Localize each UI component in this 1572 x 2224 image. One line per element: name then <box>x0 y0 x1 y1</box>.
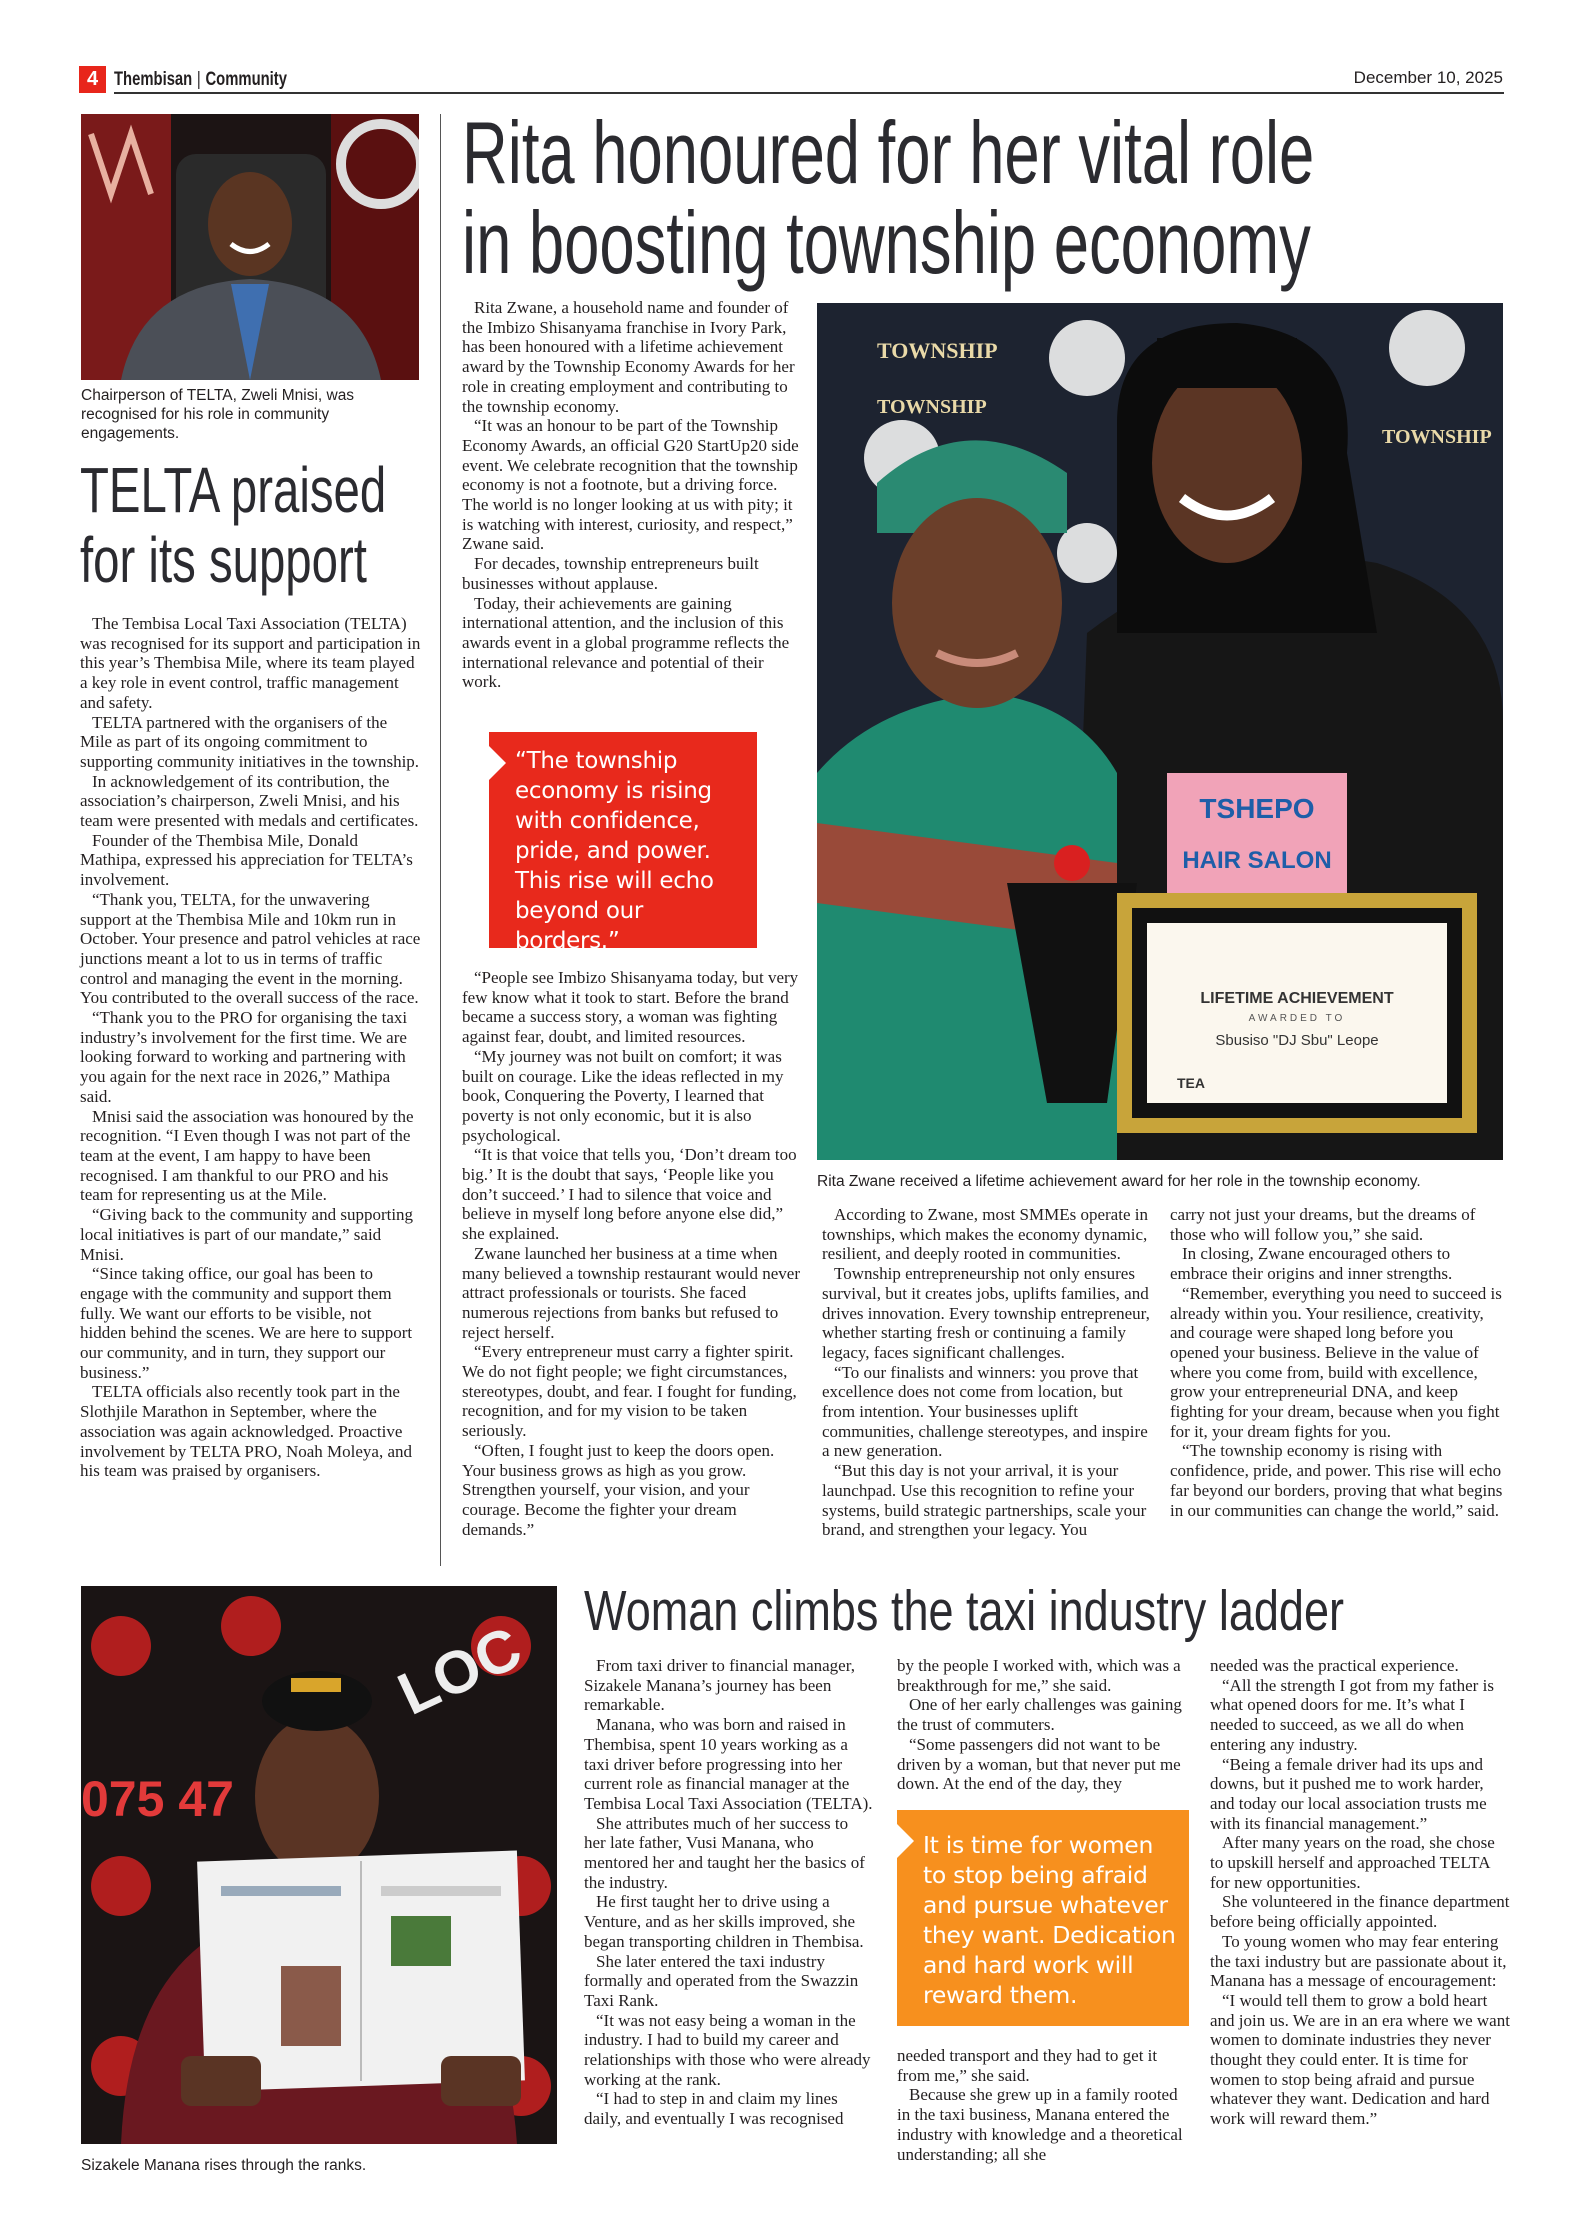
telta-headline <box>80 455 494 595</box>
pull-quote-text: “The township economy is rising with confidence, pride, and power. This rise will echo beyond our borders.” <box>515 748 714 954</box>
separator: | <box>196 69 201 90</box>
backdrop-logo: TOWNSHIP <box>1382 426 1492 448</box>
certificate-sub: AWARDED TO <box>1248 1013 1346 1024</box>
publication-name: Thembisan <box>114 69 193 90</box>
manana-headline <box>584 1580 1546 1642</box>
paragraph: “All the strength I got from my father is what opened doors for me. It’s what I needed to succeed, as we all do when entering any industry. <box>1210 1675 1494 1754</box>
paragraph: Rita Zwane, a household name and founder of the Imbizo Shisanyama franchise in Ivory Park, has been honoured with a lifetime achievement award by the Township Economy Awards for her role in creating employment and contributing to the township economy. <box>462 298 795 416</box>
pull-quote-text: It is time for women to stop being afraid and pursue whatever they want. Dedication and hard work will reward them. <box>923 1831 1176 2009</box>
paragraph: Zwane launched her business at a time when many believed a township restaurant would never attract professionals or tourists. She faced numerous rejections from banks but refused to reject herself. <box>462 1243 801 1342</box>
paragraph: by the people I worked with, which was a breakthrough for me,” she said. <box>897 1656 1181 1695</box>
paragraph: From taxi driver to financial manager, Sizakele Manana’s journey has been remarkable. <box>584 1656 855 1715</box>
section-label <box>114 66 287 93</box>
shirt-text: TSHEPO <box>1199 793 1315 824</box>
paragraph: “Some passengers did not want to be driven by a woman, but that never put me down. At the end of the day, they <box>897 1734 1181 1794</box>
headline-line: TELTA praised <box>80 454 387 526</box>
headline-line: Rita honoured for her vital role <box>462 103 1315 202</box>
section-name: Community <box>205 69 287 90</box>
paragraph: needed was the practical experience. <box>1210 1656 1459 1675</box>
paragraph: “The township economy is rising with confidence, pride, and power. This rise will echo far beyond our borders, proving that what begins in our communities can change the world,” said. <box>1170 1441 1503 1520</box>
paragraph: “To our finalists and winners: you prove that excellence does not come from location, but from intention. Your businesses uplift communities, challenge stereotypes, and inspire a new generation. <box>822 1362 1148 1461</box>
paragraph: “My journey was not built on comfort; it was built on courage. Like the ideas reflected in my book, Conquering the Poverty, I learned that poverty is not only economic, but it is also psychological. <box>462 1046 784 1145</box>
photo-caption: Chairperson of TELTA, Zweli Mnisi, was recognised for his role in community engagements. <box>81 387 355 442</box>
column-divider <box>440 114 441 1566</box>
certificate-name: Sbusiso "DJ Sbu" Leope <box>1215 1032 1379 1049</box>
paragraph: The Tembisa Local Taxi Association (TELTA) was recognised for its support and participation in this year’s Thembisa Mile, where its team played a key role in event control, traffic management and safety. <box>80 614 421 712</box>
paragraph: He first taught her to drive using a Venture, and as her skills improved, she began transporting children in Thembisa. <box>584 1892 864 1951</box>
paragraph: “Being a female driver had its ups and downs, but it pushed me to work harder, and today our local association trusts me with its financial management.” <box>1210 1754 1487 1833</box>
paragraph: For decades, township entrepreneurs built businesses without applause. <box>462 554 759 593</box>
paragraph: “Every entrepreneur must carry a fighter spirit. We do not fight people; we fight circumstances, stereotypes, doubt, and fear. I fought for funding, recognition, and for my vision to be taken seriously. <box>462 1342 797 1441</box>
manana-body-col2a <box>897 1656 1193 1794</box>
photo-rita-zwane-award <box>817 303 1503 1160</box>
paragraph: “It was an honour to be part of the Township Economy Awards, an official G20 StartUp20 side event. We celebrate recognition that the township economy is not a footnote, but a driving force. The world is no longer looking at us with pity; it is watching with interest, curiosity, and respect,” Zwane said. <box>462 416 799 554</box>
pull-quote <box>897 1810 1189 2026</box>
paragraph: To young women who may fear entering the taxi industry but are passionate about it, Manana has a message of encouragement: <box>1210 1931 1507 1991</box>
paragraph: Today, their achievements are gaining international attention, and the inclusion of this awards event in a global programme reflects the international relevance and potential of their work. <box>462 593 790 692</box>
certificate-title: LIFETIME ACHIEVEMENT <box>1200 990 1394 1007</box>
paragraph: “Thank you to the PRO for organising the taxi industry’s involvement for the first time. We are looking forward to working and partnering with you again for the next race in 2026,” Mathipa said. <box>80 1008 408 1106</box>
paragraph: In acknowledgement of its contribution, the association’s chairperson, Zweli Mnisi, and his team were presented with medals and certificates. <box>80 771 419 831</box>
paragraph: She volunteered in the finance department before being officially appointed. <box>1210 1892 1510 1932</box>
paragraph: Founder of the Thembisa Mile, Donald Mathipa, expressed his appreciation for TELTA’s involvement. <box>80 830 413 890</box>
paragraph: TELTA partnered with the organisers of the Mile as part of its ongoing commitment to supporting community initiatives in the township. <box>80 712 420 771</box>
paragraph: “Remember, everything you need to succeed is already within you. Your resilience, creativity, and courage were shaped long before you opened your business. Believe in the value of where you come from, build with excellence, grow your entrepreneurial DNA, and keep fighting for your dream, because when you fight for it, your dream fights for you. <box>1170 1283 1502 1441</box>
paragraph: Mnisi said the association was honoured by the recognition. “I Even though I was not part of the team at the event, I am happy to have been recognised. I am thankful to our PRO and his team for representing us at the Mile. <box>80 1106 414 1205</box>
paragraph: After many years on the road, she chose to upskill herself and approached TELTA for new opportunities. <box>1210 1833 1495 1892</box>
paragraph: “People see Imbizo Shisanyama today, but very few know what it took to start. Before the brand became a success story, a woman was fighting against fear, doubt, and limited resources. <box>462 968 799 1047</box>
paragraph: Manana, who was born and raised in Thembisa, spent 10 years working as a taxi driver before progressing into her current role as financial manager at the Tembisa Local Taxi Association (TELTA). <box>584 1715 873 1813</box>
paragraph: She later entered the taxi industry formally and operated from the Swazzin Taxi Rank. <box>584 1951 859 2010</box>
photo-sizakele-manana <box>81 1586 557 2144</box>
paragraph: carry not just your dreams, but the dreams of those who will follow you,” she said. <box>1170 1205 1476 1244</box>
pull-quote <box>489 732 757 954</box>
backdrop-number: 075 47 <box>81 1771 234 1827</box>
paragraph: “It was not easy being a woman in the industry. I had to build my career and relationships with those who were already working at the rank. <box>584 2010 871 2089</box>
telta-body <box>80 614 422 1481</box>
rita-body-col1b <box>462 968 802 1539</box>
issue-date: December 10, 2025 <box>1353 68 1503 87</box>
photo-caption: Rita Zwane received a lifetime achievement award for her role in the township economy. <box>817 1173 1421 1190</box>
certificate-brand: TEA <box>1177 1075 1205 1091</box>
paragraph: TELTA officials also recently took part in the Slothjile Marathon in September, where the association was again acknowledged. Proactive involvement by TELTA PRO, Noah Moleya, and his team was praised by organisers. <box>80 1382 412 1481</box>
paragraph: In closing, Zwane encouraged others to embrace their origins and inner strengths. <box>1170 1244 1453 1284</box>
paragraph: Township entrepreneurship not only ensures survival, but it creates jobs, uplifts families, and drives innovation. Every township entrepreneur, whether starting fresh or continuing a family legacy, faces significant challenges. <box>822 1264 1150 1362</box>
paragraph: “I would tell them to grow a bold heart and join us. We are in an era where we want women to dominate industries they never thought they could enter. It is time for women to stop being afraid and pursue whatever they want. Dedication and hard work will reward them.” <box>1210 1990 1510 2129</box>
paragraph: Because she grew up in a family rooted in the taxi business, Manana entered the industry with knowledge and a theoretical understanding; all she <box>897 2085 1183 2164</box>
headline-line: Woman climbs the taxi industry ladder <box>584 1579 1344 1643</box>
photo-zweli-mnisi <box>81 114 419 380</box>
paragraph: “But this day is not your arrival, it is your launchpad. Use this recognition to refine your systems, build strategic partnerships, scale your brand, and strengthen your legacy. You <box>822 1461 1147 1540</box>
shirt-text: HAIR SALON <box>1182 847 1332 874</box>
backdrop-logo: TOWNSHIP <box>877 338 998 363</box>
paragraph: One of her early challenges was gaining the trust of commuters. <box>897 1695 1182 1735</box>
rita-body-col1a <box>462 298 802 692</box>
paragraph: “Thank you, TELTA, for the unwavering support at the Thembisa Mile and 10km run in October. Your presence and patrol vehicles at race junctions meant a lot to us in terms of traffic control and managing the event in the morning. You contributed to the overall success of the race. <box>80 889 421 1008</box>
rita-body-col2 <box>822 1205 1154 1540</box>
paragraph: “Giving back to the community and supporting local initiatives is part of our mandate,” said Mnisi. <box>80 1205 414 1264</box>
paragraph: “I had to step in and claim my lines daily, and eventually I was recognised <box>584 2089 844 2129</box>
backdrop-logo: TOWNSHIP <box>877 396 987 418</box>
paragraph: needed transport and they had to get it from me,” she said. <box>897 2046 1158 2085</box>
manana-body-col3 <box>1210 1656 1510 2129</box>
paragraph: “Since taking office, our goal has been to engage with the community and support them fully. We want our efforts to be visible, not hidden behind the scenes. We are here to support our community, and in turn, they support our business.” <box>80 1264 413 1382</box>
rita-headline <box>462 103 1572 292</box>
quote-notch <box>489 746 506 780</box>
backdrop-text: LOC <box>388 1613 532 1728</box>
manana-body-col2b <box>897 2046 1193 2164</box>
paragraph: “Often, I fought just to keep the doors open. Your business grows as high as you grow. Strengthen yourself, your vision, and your courage. Become the fighter your dream demands.” <box>462 1440 775 1539</box>
paragraph: According to Zwane, most SMMEs operate in townships, which makes the economy dynamic, resilient, and deeply rooted in communities. <box>822 1205 1148 1264</box>
quote-notch <box>897 1824 914 1858</box>
paragraph: “It is that voice that tells you, ‘Don’t dream too big.’ It is the doubt that says, ‘People like you don’t succeed.’ I had to silence that voice and believe in myself long before anyone else did,” she explained. <box>462 1145 797 1244</box>
page-number: 4 <box>79 66 106 93</box>
header-rule <box>114 92 1504 94</box>
headline-line: for its support <box>80 524 367 596</box>
rita-body-col3 <box>1170 1205 1506 1520</box>
photo-caption: Sizakele Manana rises through the ranks. <box>81 2157 367 2174</box>
headline-line: in boosting township economy <box>462 193 1311 292</box>
manana-body-col1 <box>584 1656 874 2129</box>
paragraph: She attributes much of her success to her late father, Vusi Manana, who mentored her and taught her the basics of the industry. <box>584 1813 865 1892</box>
